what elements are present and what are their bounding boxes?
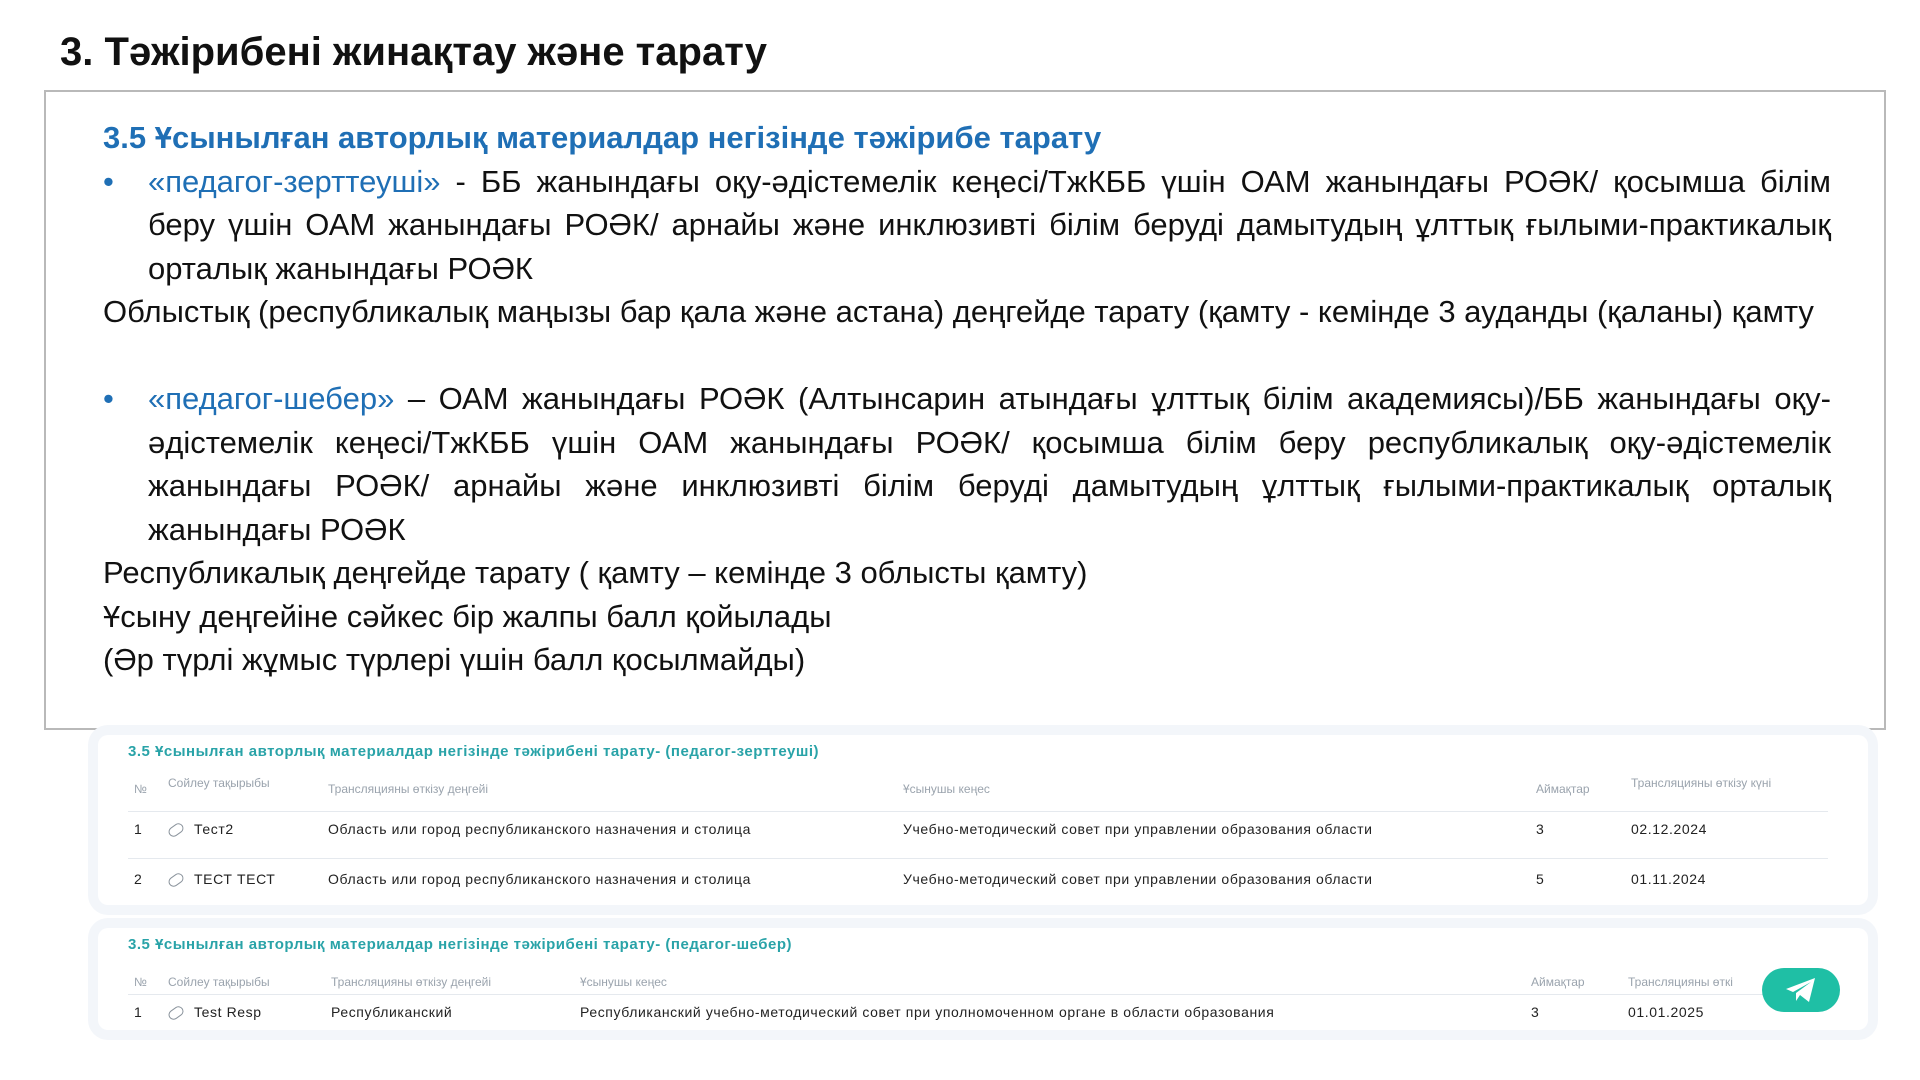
table-master-title: 3.5 Ұсынылған авторлық материалдар негізінде тәжірибені тарату- (педагог-шебер) [128, 936, 793, 953]
spacer [103, 334, 1831, 378]
topic-link[interactable]: Test Resp [194, 1004, 262, 1020]
table-cell-council: Учебно-методический совет при управлении образования области [903, 871, 1373, 887]
col-header-num: № [134, 782, 147, 796]
bullet-researcher-accent: «педагог-зерттеуші» [148, 163, 441, 199]
col-header-level: Трансляцияны өткізу деңгейі [328, 782, 489, 796]
link-icon [167, 822, 186, 839]
bullet-dot: • [103, 163, 114, 199]
table-cell-topic[interactable] [168, 823, 234, 836]
col-header-regions: Аймақтар [1536, 782, 1590, 796]
table-cell-council: Республиканский учебно-методический совет при уполномоченном органе в области образования [580, 1004, 1275, 1020]
table-cell-level: Область или город республиканского назначения и столица [328, 821, 751, 837]
col-header-council: Ұсынушы кеңес [580, 975, 667, 989]
col-header-regions: Аймақтар [1531, 975, 1585, 989]
table-cell-date: 01.11.2024 [1631, 871, 1707, 887]
table-cell-num: 1 [134, 821, 143, 837]
bullet-dot: • [103, 381, 114, 416]
bullet-master-text: – ОАМ жанындағы РОӘК (Алтынсарин атындағы ұлттық білім академиясы)/ББ жанындағы оқу-әдістемелік кеңесі/ТжКББ үшін ОАМ жанындағы РОӘК/ қосымша білім беру республикалық оқу-әдістемелік жанындағы РОӘК/ арнайы және инклюзивті білім беруді дамытудың ұлттық ғылыми-практикалық орталық жанындағы РОӘК [148, 381, 1831, 547]
link-icon [167, 1005, 186, 1022]
col-header-topic: Сойлеу тақырыбы [168, 776, 270, 790]
col-header-level: Трансляцияны өткізу деңгейі [331, 975, 492, 989]
paragraph-republic: Республикалық деңгейде тарату ( қамту – кемінде 3 облысты қамту) [103, 555, 1088, 590]
table-cell-num: 1 [134, 1004, 143, 1020]
slide-title: 3. Тәжірибені жинақтау және тарату [60, 30, 768, 74]
topic-link[interactable]: ТЕСТ ТЕСТ [194, 871, 276, 887]
table-cell-level: Республиканский [331, 1004, 453, 1020]
col-header-council: Ұсынушы кеңес [903, 782, 990, 796]
slide-content [103, 116, 1831, 682]
table-cell-regions: 3 [1531, 1004, 1540, 1020]
table-master [98, 928, 1868, 1030]
table-cell-level: Область или город республиканского назначения и столица [328, 871, 751, 887]
table-cell-regions: 5 [1536, 871, 1545, 887]
col-header-date: Трансляцияны өткізу күні [1631, 776, 1772, 790]
section-heading: 3.5 Ұсынылған авторлық материалдар негізінде тәжірибе тарату [103, 120, 1102, 155]
bullet-researcher [103, 160, 1831, 291]
col-header-date: Трансляцияны өткі [1628, 975, 1733, 989]
col-header-num: № [134, 975, 147, 989]
paragraph-regional: Облыстық (республикалық маңызы бар қала және астана) деңгейде тарату (қамту - кемінде 3 ауданды (қаланы) қамту [103, 294, 1814, 329]
table-cell-council: Учебно-методический совет при управлении образования области [903, 821, 1373, 837]
topic-link[interactable]: Тест2 [194, 821, 234, 837]
row-separator [128, 994, 1828, 995]
telegram-icon [1784, 976, 1818, 1004]
table-cell-topic[interactable] [168, 873, 275, 886]
bullet-master-accent: «педагог-шебер» [148, 381, 395, 416]
table-cell-date: 02.12.2024 [1631, 821, 1708, 837]
paragraph-note: (Әр түрлі жұмыс түрлері үшін балл қосылмайды) [103, 642, 806, 677]
table-cell-topic[interactable] [168, 1006, 262, 1019]
row-separator [128, 811, 1828, 812]
bullet-researcher-text: - ББ жанындағы оқу-әдістемелік кеңесі/ТжКББ үшін ОАМ жанындағы РОӘК/ қосымша білім беру үшін ОАМ жанындағы РОӘК/ арнайы және инклюзивті білім беруді дамытудың ұлттық ғылыми-практикалық орталық жанындағы РОӘК [148, 163, 1831, 286]
col-header-topic: Сойлеу тақырыбы [168, 975, 270, 989]
table-researcher [98, 735, 1868, 905]
table-cell-date: 01.01.2025 [1628, 1004, 1705, 1020]
telegram-button[interactable] [1762, 968, 1840, 1012]
bullet-master [103, 377, 1831, 551]
paragraph-score: Ұсыну деңгейіне сәйкес бір жалпы балл қойылады [103, 598, 832, 634]
table-researcher-title: 3.5 Ұсынылған авторлық материалдар негізінде тәжірибені тарату- (педагог-зерттеуші) [128, 743, 820, 760]
link-icon [167, 872, 186, 889]
table-cell-regions: 3 [1536, 821, 1545, 837]
table-cell-num: 2 [134, 871, 143, 887]
row-separator [128, 858, 1828, 859]
